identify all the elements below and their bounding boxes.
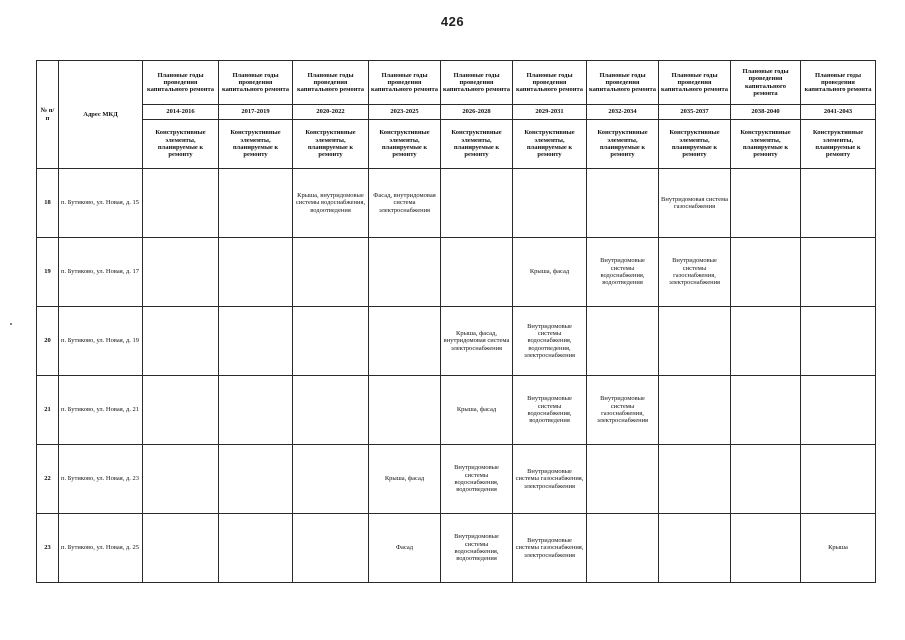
header-elements: Конструктивные элементы, планируемые к ремонту xyxy=(513,120,587,169)
planned-elements-cell: Внутридомовые системы газоснабжения, электроснабжения xyxy=(513,514,587,583)
planned-elements-cell xyxy=(513,169,587,238)
planned-elements-cell: Фасад, внутридомовая система электроснабжения xyxy=(369,169,441,238)
header-years: 2017-2019 xyxy=(219,105,293,120)
planned-elements-cell: Крыша xyxy=(801,514,876,583)
planned-elements-cell xyxy=(587,445,659,514)
planned-elements-cell xyxy=(219,514,293,583)
planned-elements-cell xyxy=(731,445,801,514)
header-years: 2041-2043 xyxy=(801,105,876,120)
planned-elements-cell: Внутридомовые системы водоснабжения, водоотведения xyxy=(441,445,513,514)
header-period-title: Плановые годы проведения капитального ремонта xyxy=(801,61,876,105)
page-number: 426 xyxy=(440,14,465,29)
header-elements: Конструктивные элементы, планируемые к ремонту xyxy=(143,120,219,169)
planned-elements-cell xyxy=(731,238,801,307)
header-years-row xyxy=(37,105,876,120)
header-years: 2020-2022 xyxy=(293,105,369,120)
row-address: п. Бутиково, ул. Новая, д. 25 xyxy=(59,514,143,583)
row-address: п. Бутиково, ул. Новая, д. 23 xyxy=(59,445,143,514)
planned-elements-cell: Внутридомовые системы газоснабжения, электроснабжения xyxy=(587,376,659,445)
planned-elements-cell xyxy=(731,514,801,583)
planned-elements-cell xyxy=(587,307,659,376)
planned-elements-cell xyxy=(441,238,513,307)
row-address: п. Бутиково, ул. Новая, д. 21 xyxy=(59,376,143,445)
table-row xyxy=(37,307,876,376)
planned-elements-cell xyxy=(659,445,731,514)
planned-elements-cell xyxy=(143,169,219,238)
planned-elements-cell: Внутридомовые системы водоснабжения, водоотведения xyxy=(441,514,513,583)
header-elements: Конструктивные элементы, планируемые к ремонту xyxy=(219,120,293,169)
planned-elements-cell xyxy=(143,238,219,307)
planned-elements-cell xyxy=(659,307,731,376)
table-row xyxy=(37,514,876,583)
row-number: 21 xyxy=(37,376,59,445)
header-elements: Конструктивные элементы, планируемые к ремонту xyxy=(587,120,659,169)
planned-elements-cell xyxy=(219,445,293,514)
planned-elements-cell: Крыша, фасад xyxy=(441,376,513,445)
planned-elements-cell xyxy=(293,307,369,376)
planned-elements-cell xyxy=(143,514,219,583)
planned-elements-cell xyxy=(441,169,513,238)
planned-elements-cell: Внутридомовые системы газоснабжения, электроснабжения xyxy=(513,445,587,514)
row-number: 22 xyxy=(37,445,59,514)
planned-elements-cell xyxy=(293,238,369,307)
row-address: п. Бутиково, ул. Новая, д. 19 xyxy=(59,307,143,376)
header-period-title: Плановые годы проведения капитального ремонта xyxy=(293,61,369,105)
planned-elements-cell xyxy=(587,514,659,583)
planned-elements-cell xyxy=(219,376,293,445)
planned-elements-cell xyxy=(143,376,219,445)
planned-elements-cell: Внутридомовые системы водоснабжения, водоотведения xyxy=(587,238,659,307)
planned-elements-cell xyxy=(369,307,441,376)
header-period-title: Плановые годы проведения капитального ремонта xyxy=(441,61,513,105)
planned-elements-cell xyxy=(801,307,876,376)
header-elements: Конструктивные элементы, планируемые к ремонту xyxy=(659,120,731,169)
planned-elements-cell: Внутридомовые системы водоснабжения, водоотведения xyxy=(513,376,587,445)
table-row xyxy=(37,445,876,514)
planned-elements-cell: Крыша, фасад xyxy=(513,238,587,307)
scan-speck xyxy=(10,323,12,325)
header-elements-row xyxy=(37,120,876,169)
header-elements: Конструктивные элементы, планируемые к ремонту xyxy=(441,120,513,169)
header-period-title: Плановые годы проведения капитального ремонта xyxy=(143,61,219,105)
planned-elements-cell xyxy=(293,376,369,445)
planned-elements-cell xyxy=(801,169,876,238)
planned-elements-cell xyxy=(219,238,293,307)
planned-elements-cell xyxy=(143,445,219,514)
planned-elements-cell xyxy=(801,376,876,445)
planned-elements-cell: Внутридомовые системы водоснабжения, водоотведения, электроснабжения xyxy=(513,307,587,376)
row-number: 19 xyxy=(37,238,59,307)
planned-elements-cell xyxy=(369,238,441,307)
row-number: 23 xyxy=(37,514,59,583)
header-period-row xyxy=(37,61,876,105)
header-years: 2032-2034 xyxy=(587,105,659,120)
header-years: 2026-2028 xyxy=(441,105,513,120)
header-years: 2023-2025 xyxy=(369,105,441,120)
planned-elements-cell xyxy=(731,307,801,376)
header-period-title: Плановые годы проведения капитального ремонта xyxy=(219,61,293,105)
planned-elements-cell xyxy=(219,169,293,238)
header-period-title: Плановые годы проведения капитального ремонта xyxy=(513,61,587,105)
planned-elements-cell: Внутридомовые системы газоснабжения, электроснабжения xyxy=(659,238,731,307)
row-address: п. Бутиково, ул. Новая, д. 15 xyxy=(59,169,143,238)
planned-elements-cell xyxy=(659,514,731,583)
header-elements: Конструктивные элементы, планируемые к ремонту xyxy=(801,120,876,169)
row-address: п. Бутиково, ул. Новая, д. 17 xyxy=(59,238,143,307)
header-elements: Конструктивные элементы, планируемые к ремонту xyxy=(293,120,369,169)
table-row xyxy=(37,238,876,307)
capital-repair-plan-table xyxy=(36,60,876,583)
planned-elements-cell xyxy=(587,169,659,238)
planned-elements-cell xyxy=(731,376,801,445)
planned-elements-cell xyxy=(801,445,876,514)
header-period-title: Плановые годы проведения капитального ремонта xyxy=(731,61,801,105)
header-period-title: Плановые годы проведения капитального ремонта xyxy=(369,61,441,105)
planned-elements-cell xyxy=(293,445,369,514)
planned-elements-cell xyxy=(659,376,731,445)
header-address: Адрес МКД xyxy=(59,61,143,169)
planned-elements-cell: Крыша, фасад, внутридомовая система электроснабжения xyxy=(441,307,513,376)
header-period-title: Плановые годы проведения капитального ремонта xyxy=(587,61,659,105)
header-num: № п/п xyxy=(37,61,59,169)
header-elements: Конструктивные элементы, планируемые к ремонту xyxy=(731,120,801,169)
header-years: 2038-2040 xyxy=(731,105,801,120)
planned-elements-cell xyxy=(801,238,876,307)
header-elements: Конструктивные элементы, планируемые к ремонту xyxy=(369,120,441,169)
header-period-title: Плановые годы проведения капитального ремонта xyxy=(659,61,731,105)
planned-elements-cell: Крыша, внутридомовые системы водоснабжения, водоотведения xyxy=(293,169,369,238)
table-row xyxy=(37,376,876,445)
header-years: 2014-2016 xyxy=(143,105,219,120)
planned-elements-cell xyxy=(369,376,441,445)
planned-elements-cell: Внутридомовая система газоснабжения xyxy=(659,169,731,238)
header-years: 2035-2037 xyxy=(659,105,731,120)
planned-elements-cell xyxy=(219,307,293,376)
row-number: 20 xyxy=(37,307,59,376)
header-years: 2029-2031 xyxy=(513,105,587,120)
planned-elements-cell: Крыша, фасад xyxy=(369,445,441,514)
row-number: 18 xyxy=(37,169,59,238)
planned-elements-cell: Фасад xyxy=(369,514,441,583)
planned-elements-cell xyxy=(731,169,801,238)
table-body xyxy=(37,169,876,583)
planned-elements-cell xyxy=(143,307,219,376)
planned-elements-cell xyxy=(293,514,369,583)
table-row xyxy=(37,169,876,238)
